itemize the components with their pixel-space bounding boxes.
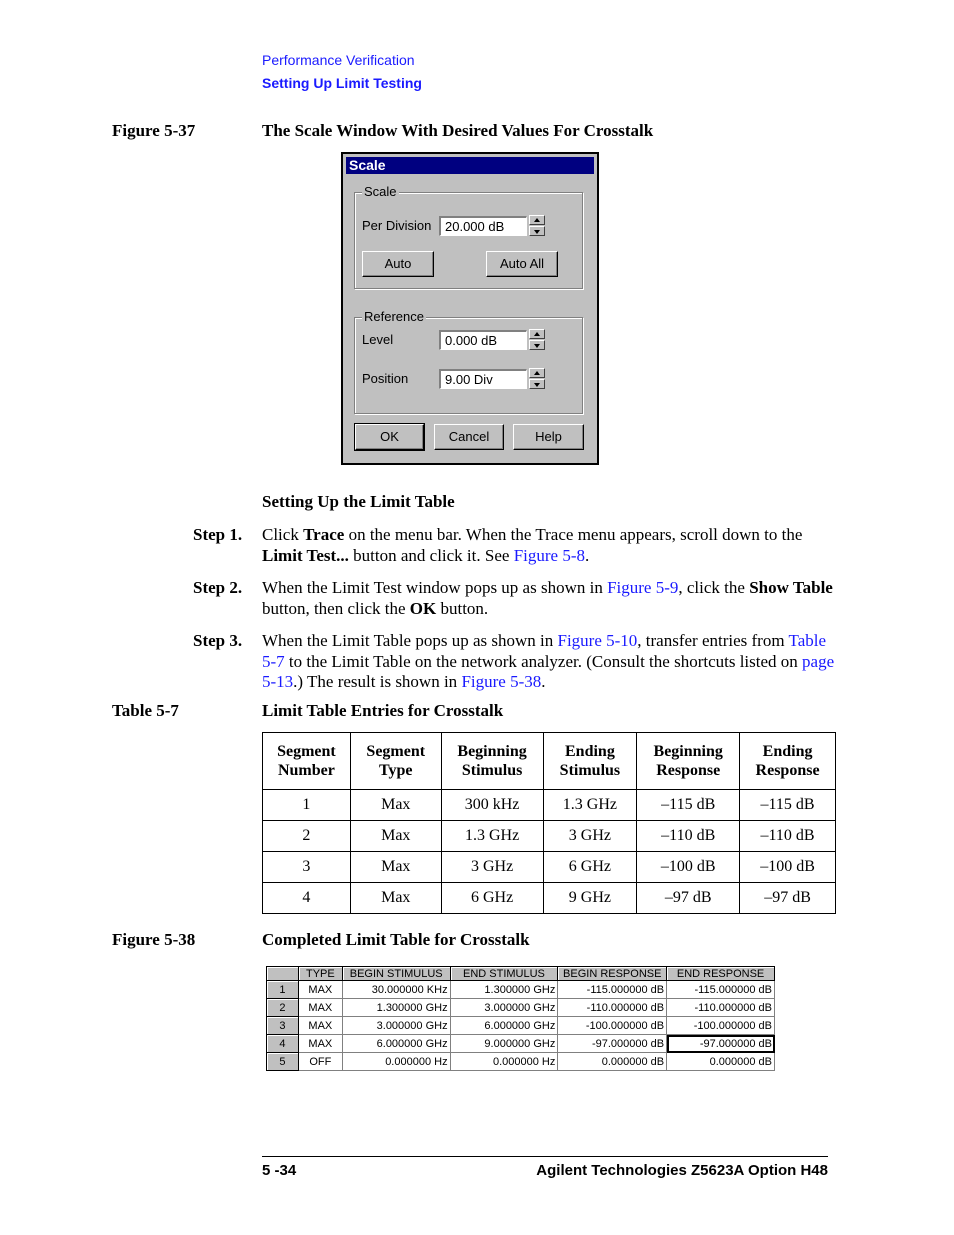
table-cell: –115 dB xyxy=(740,790,836,821)
grid-header-begin-response[interactable]: BEGIN RESPONSE xyxy=(558,967,667,981)
level-label: Level xyxy=(362,332,394,347)
reference-group-label: Reference xyxy=(364,309,424,324)
table-cell: 4 xyxy=(263,883,351,914)
table-cell: Max xyxy=(350,852,441,883)
ok-button[interactable]: OK xyxy=(355,424,424,450)
table-cell: 1.3 GHz xyxy=(543,790,637,821)
per-division-spinner[interactable] xyxy=(529,215,545,237)
table-cell: 3 xyxy=(263,852,351,883)
table-row xyxy=(263,852,836,883)
grid-cell[interactable]: 3.000000 GHz xyxy=(450,999,558,1017)
grid-cell-selected[interactable]: -97.000000 dB xyxy=(667,1035,775,1053)
table-cell: –100 dB xyxy=(637,852,740,883)
figure-5-9-link[interactable]: Figure 5-9 xyxy=(607,578,679,597)
table-cell: –100 dB xyxy=(740,852,836,883)
table-5-7-link[interactable]: Table 5-7 xyxy=(262,631,827,671)
grid-header-type[interactable]: TYPE xyxy=(298,967,342,981)
grid-cell[interactable]: -97.000000 dB xyxy=(558,1035,667,1053)
limit-table-grid xyxy=(266,966,775,1071)
grid-cell[interactable]: -100.000000 dB xyxy=(667,1017,775,1035)
limit-entries-table xyxy=(262,732,836,914)
spin-down-icon[interactable] xyxy=(529,226,545,236)
table-cell: 3 GHz xyxy=(441,852,543,883)
grid-header-end-stimulus[interactable]: END STIMULUS xyxy=(450,967,558,981)
header-cell: Ending Response xyxy=(740,733,836,790)
step-3-label: Step 3. xyxy=(193,631,243,650)
grid-row[interactable] xyxy=(267,981,775,999)
grid-cell[interactable]: -115.000000 dB xyxy=(667,981,775,999)
header-cell: Beginning Response xyxy=(637,733,740,790)
figure-5-8-link[interactable]: Figure 5-8 xyxy=(513,545,585,565)
grid-header-begin-stimulus[interactable]: BEGIN STIMULUS xyxy=(342,967,450,981)
table-row xyxy=(263,883,836,914)
table-cell: 2 xyxy=(263,821,351,852)
grid-header-row xyxy=(267,967,775,981)
step-1-label: Step 1. xyxy=(193,525,243,544)
auto-all-button[interactable]: Auto All xyxy=(486,251,558,277)
breadcrumb-subsection: Setting Up Limit Testing xyxy=(262,75,422,91)
grid-cell[interactable]: -110.000000 dB xyxy=(667,999,775,1017)
level-input[interactable]: 0.000 dB xyxy=(439,330,527,350)
row-number[interactable]: 3 xyxy=(267,1017,299,1035)
grid-row[interactable] xyxy=(267,999,775,1017)
header-cell: Ending Stimulus xyxy=(543,733,637,790)
grid-cell[interactable]: MAX xyxy=(298,1035,342,1053)
table-cell: –110 dB xyxy=(740,821,836,852)
table-cell: –97 dB xyxy=(637,883,740,914)
figure-38-title: Completed Limit Table for Crosstalk xyxy=(262,930,530,949)
header-cell: Beginning Stimulus xyxy=(441,733,543,790)
per-division-input[interactable]: 20.000 dB xyxy=(439,216,527,236)
table-57-title: Limit Table Entries for Crosstalk xyxy=(262,701,504,720)
page-5-13-link[interactable]: page 5-13 xyxy=(262,651,835,691)
grid-cell[interactable]: -110.000000 dB xyxy=(558,999,667,1017)
header-cell: Segment Type xyxy=(350,733,441,790)
row-number[interactable]: 5 xyxy=(267,1053,299,1071)
grid-cell[interactable]: MAX xyxy=(298,999,342,1017)
grid-cell[interactable]: -100.000000 dB xyxy=(558,1017,667,1035)
step-1-text: Click Trace on the menu bar. When the Trace menu appears, scroll down to the Limit Test... button and click it. See Figure 5-8. xyxy=(262,525,803,565)
grid-cell[interactable]: 6.000000 GHz xyxy=(342,1035,450,1053)
scale-dialog-title: Scale xyxy=(346,157,594,174)
grid-cell[interactable]: OFF xyxy=(298,1053,342,1071)
grid-cell[interactable]: -115.000000 dB xyxy=(558,981,667,999)
position-label: Position xyxy=(362,371,409,386)
spin-down-icon[interactable] xyxy=(529,340,545,350)
footer-rule xyxy=(262,1156,828,1157)
figure-38-label: Figure 5-38 xyxy=(112,930,196,949)
grid-header-end-response[interactable]: END RESPONSE xyxy=(667,967,775,981)
table-cell: 3 GHz xyxy=(543,821,637,852)
table-cell: 9 GHz xyxy=(543,883,637,914)
spin-up-icon[interactable] xyxy=(529,368,545,378)
figure-37-title: The Scale Window With Desired Values For Crosstalk xyxy=(262,121,654,140)
grid-row[interactable] xyxy=(267,1053,775,1071)
grid-cell[interactable]: 1.300000 GHz xyxy=(342,999,450,1017)
row-number[interactable]: 4 xyxy=(267,1035,299,1053)
spin-down-icon[interactable] xyxy=(529,379,545,389)
table-cell: 6 GHz xyxy=(441,883,543,914)
step-2-text: When the Limit Test window pops up as shown in Figure 5-9, click the Show Table button, then click the OK button. xyxy=(262,578,833,618)
table-cell: 1.3 GHz xyxy=(441,821,543,852)
grid-cell[interactable]: MAX xyxy=(298,1017,342,1035)
row-number[interactable]: 1 xyxy=(267,981,299,999)
position-input[interactable]: 9.00 Div xyxy=(439,369,527,389)
table-header-row xyxy=(263,733,836,790)
grid-cell[interactable]: MAX xyxy=(298,981,342,999)
grid-row[interactable] xyxy=(267,1017,775,1035)
grid-corner xyxy=(267,967,299,981)
step-2-label: Step 2. xyxy=(193,578,243,597)
table-cell: 300 kHz xyxy=(441,790,543,821)
section-heading: Setting Up the Limit Table xyxy=(262,492,455,511)
grid-cell[interactable]: 0.000000 Hz xyxy=(450,1053,558,1071)
cancel-button[interactable]: Cancel xyxy=(434,424,504,450)
table-row xyxy=(263,790,836,821)
scale-dialog xyxy=(341,152,599,465)
auto-button[interactable]: Auto xyxy=(362,251,434,277)
table-cell: Max xyxy=(350,883,441,914)
header-cell: Segment Number xyxy=(263,733,351,790)
position-spinner[interactable] xyxy=(529,368,545,390)
table-cell: –97 dB xyxy=(740,883,836,914)
table-57-label: Table 5-7 xyxy=(112,701,179,720)
help-button[interactable]: Help xyxy=(513,424,584,450)
grid-cell[interactable]: 0.000000 Hz xyxy=(342,1053,450,1071)
footer-product: Agilent Technologies Z5623A Option H48 xyxy=(536,1162,828,1179)
grid-cell[interactable]: 1.300000 GHz xyxy=(450,981,558,999)
spin-up-icon[interactable] xyxy=(529,329,545,339)
grid-cell[interactable]: 6.000000 GHz xyxy=(450,1017,558,1035)
table-cell: 6 GHz xyxy=(543,852,637,883)
grid-row[interactable] xyxy=(267,1035,775,1053)
scale-group-label: Scale xyxy=(364,184,397,199)
table-cell: Max xyxy=(350,790,441,821)
table-row xyxy=(263,821,836,852)
step-3-text: When the Limit Table pops up as shown in Figure 5-10, transfer entries from Table 5-7 to the Limit Table on the network analyzer. (Consult the shortcuts listed on page 5-13.) The result is shown in Figure 5-38. xyxy=(262,631,835,691)
table-cell: Max xyxy=(350,821,441,852)
breadcrumb-section: Performance Verification xyxy=(262,52,415,68)
footer-page-number: 5 -34 xyxy=(262,1162,297,1179)
spin-up-icon[interactable] xyxy=(529,215,545,225)
grid-cell[interactable]: 9.000000 GHz xyxy=(450,1035,558,1053)
grid-cell[interactable]: 0.000000 dB xyxy=(558,1053,667,1071)
level-spinner[interactable] xyxy=(529,329,545,351)
figure-5-10-link[interactable]: Figure 5-10 xyxy=(557,631,638,650)
table-cell: 1 xyxy=(263,790,351,821)
row-number[interactable]: 2 xyxy=(267,999,299,1017)
grid-cell[interactable]: 3.000000 GHz xyxy=(342,1017,450,1035)
grid-cell[interactable]: 30.000000 KHz xyxy=(342,981,450,999)
table-cell: –115 dB xyxy=(637,790,740,821)
grid-cell[interactable]: 0.000000 dB xyxy=(667,1053,775,1071)
per-division-label: Per Division xyxy=(362,218,432,233)
table-cell: –110 dB xyxy=(637,821,740,852)
figure-37-label: Figure 5-37 xyxy=(112,121,196,140)
figure-5-38-link[interactable]: Figure 5-38 xyxy=(461,672,542,691)
